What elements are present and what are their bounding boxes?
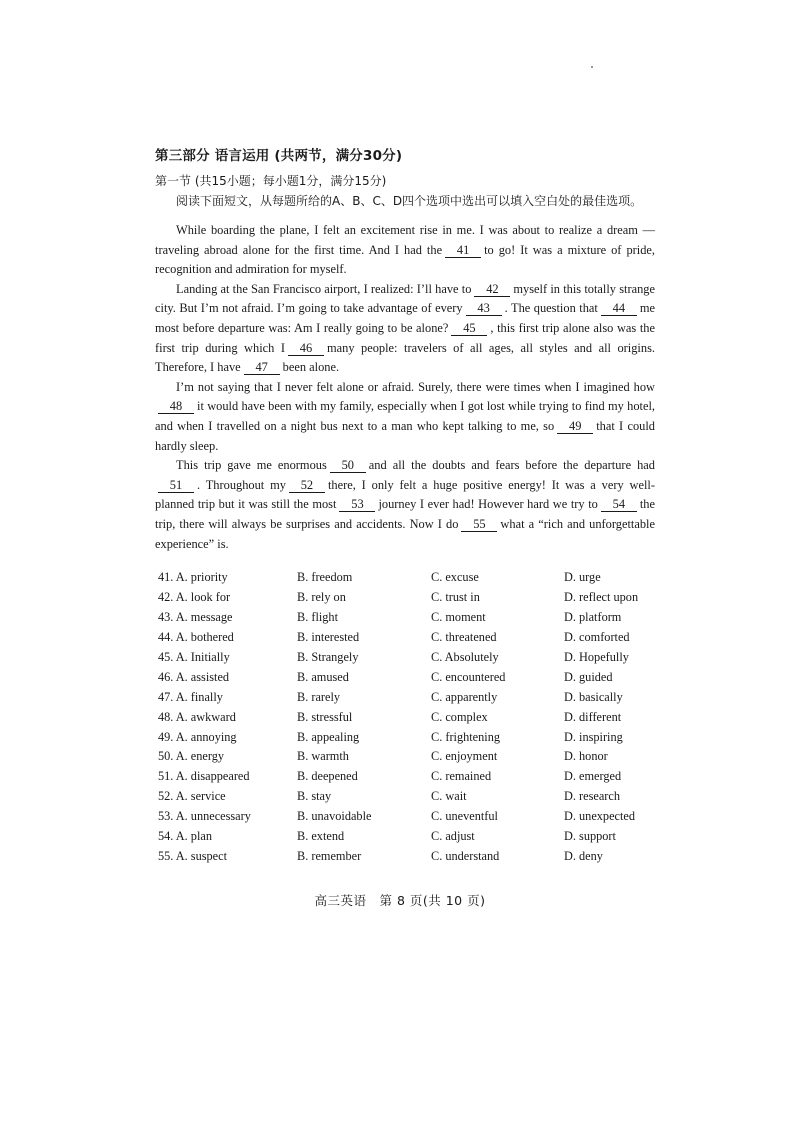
option-d: D. reflect upon <box>564 590 639 605</box>
option-a: 45. A. Initially <box>158 650 230 664</box>
option-d: D. deny <box>564 848 603 863</box>
option-c: C. trust in <box>431 590 480 605</box>
passage-text: journey I ever had! However hard we try to <box>378 497 598 512</box>
option-d: D. urge <box>564 570 601 585</box>
option-a: 43. A. message <box>158 610 233 625</box>
option-row-44 <box>158 628 678 648</box>
passage-text: that I could hardly sleep. <box>155 418 655 453</box>
passage-text: Landing at the San Francisco airport, I realized: I’ll have to <box>176 281 472 296</box>
section-title: 第一节 (共15小题；每小题1分，满分15分) <box>155 174 387 188</box>
option-a: 42. A. look for <box>158 590 231 605</box>
option-c: C. understand <box>431 848 500 863</box>
passage-text: there, I only felt a huge positive energy! It was a very well-planned trip but it was still the most <box>155 477 655 512</box>
passage-text: While boarding the plane, I felt an excitement rise in me. I was about to realize a dream — traveling abroad alone for the first time. And I had the <box>155 223 655 257</box>
option-a: 51. A. disappeared <box>158 769 250 784</box>
option-row-41 <box>158 568 678 588</box>
option-c: C. encountered <box>431 669 506 684</box>
option-b: B. stressful <box>297 709 353 724</box>
option-a: 49. A. annoying <box>158 729 237 744</box>
passage-text: me most before departure was: Am I really going to be alone? <box>155 301 656 335</box>
blank-49: 49 <box>557 419 593 434</box>
option-c: C. excuse <box>431 570 479 585</box>
option-c: C. adjust <box>431 829 475 844</box>
option-a: 55. A. suspect <box>158 848 227 863</box>
option-b: B. rely on <box>297 590 346 605</box>
blank-43: 43 <box>466 301 502 316</box>
option-row-52 <box>158 787 678 807</box>
option-c: C. moment <box>431 610 486 625</box>
option-b: B. amused <box>297 669 349 684</box>
option-row-55 <box>158 846 678 866</box>
blank-46: 46 <box>288 341 324 356</box>
passage-text: what a “rich and unforgettable experience” is. <box>155 516 655 551</box>
option-b: B. unavoidable <box>297 809 372 824</box>
option-d: D. Hopefully <box>564 650 629 664</box>
option-row-53 <box>158 807 678 827</box>
passage-text: it would have been with my family, especially when I got lost while trying to find my hotel, and when I travelled on a night bus next to a man who kept talking to me, so <box>155 399 655 433</box>
option-a: 44. A. bothered <box>158 630 234 645</box>
option-b: B. warmth <box>297 749 349 764</box>
passage-text: I’m not saying that I never felt alone or afraid. Surely, there were times when I imagined how <box>176 379 655 394</box>
passage-text: many people: travelers of all ages, all styles and all origins. Therefore, I have <box>155 340 655 375</box>
passage-paragraph-3 <box>155 378 655 456</box>
blank-54: 54 <box>601 497 637 512</box>
option-a: 54. A. plan <box>158 829 212 844</box>
passage-text: the trip, there will always be surprises and accidents. Now I do <box>155 497 655 531</box>
option-a: 46. A. assisted <box>158 669 230 684</box>
option-c: C. frightening <box>431 729 500 744</box>
option-b: B. Strangely <box>297 650 359 664</box>
option-d: D. different <box>564 709 622 724</box>
blank-50: 50 <box>330 458 366 473</box>
option-c: C. remained <box>431 769 492 784</box>
option-d: D. platform <box>564 610 622 625</box>
option-b: B. remember <box>297 848 362 863</box>
option-c: C. threatened <box>431 630 497 645</box>
blank-55: 55 <box>461 517 497 532</box>
option-row-42 <box>158 588 678 608</box>
option-a: 48. A. awkward <box>158 709 236 724</box>
option-row-47 <box>158 687 678 707</box>
passage-text: been alone. <box>282 360 340 375</box>
option-d: D. emerged <box>564 769 622 784</box>
option-b: B. interested <box>297 630 360 645</box>
option-d: D. honor <box>564 749 608 764</box>
blank-53: 53 <box>339 497 375 512</box>
option-c: C. complex <box>431 709 488 724</box>
option-c: C. wait <box>431 789 467 804</box>
option-row-54 <box>158 827 678 847</box>
cloze-section <box>155 144 655 554</box>
option-c: C. Absolutely <box>431 650 499 664</box>
answer-options-table <box>158 568 678 866</box>
option-b: B. appealing <box>297 729 360 744</box>
option-d: D. inspiring <box>564 729 623 744</box>
passage-paragraph-4 <box>155 456 655 554</box>
option-d: D. support <box>564 829 616 844</box>
blank-42: 42 <box>474 282 510 297</box>
blank-51: 51 <box>158 478 194 493</box>
option-b: B. deepened <box>297 769 358 784</box>
passage-text: , this first trip alone also was the first trip during which I <box>155 320 655 355</box>
blank-41: 41 <box>445 243 481 258</box>
passage-text: This trip gave me enormous <box>176 458 327 473</box>
blank-47: 47 <box>244 360 280 375</box>
option-d: D. research <box>564 789 620 804</box>
passage-text: myself in this totally strange city. But I’m not afraid. I’m going to take advantage of every <box>155 281 655 316</box>
blank-52: 52 <box>289 478 325 493</box>
option-a: 50. A. energy <box>158 749 225 764</box>
option-row-43 <box>158 608 678 628</box>
option-a: 52. A. service <box>158 789 226 804</box>
passage-text: . Throughout my <box>197 477 286 492</box>
option-c: C. uneventful <box>431 809 498 824</box>
option-row-51 <box>158 767 678 787</box>
page-footer: 高三英语 第 8 页(共 10 页) <box>314 893 486 908</box>
passage-text: . The question that <box>504 301 598 316</box>
option-row-49 <box>158 727 678 747</box>
option-row-45 <box>158 648 678 668</box>
option-d: D. unexpected <box>564 809 636 824</box>
option-a: 47. A. finally <box>158 689 223 704</box>
blank-44: 44 <box>601 301 637 316</box>
passage-text: and all the doubts and fears before the departure had <box>368 458 655 473</box>
option-row-48 <box>158 707 678 727</box>
option-row-46 <box>158 667 678 687</box>
passage-paragraph-1 <box>155 221 655 280</box>
option-b: B. extend <box>297 829 345 844</box>
option-c: C. enjoyment <box>431 749 498 764</box>
passage-paragraph-2 <box>155 280 655 378</box>
option-b: B. stay <box>297 789 332 804</box>
option-d: D. basically <box>564 689 623 704</box>
part-title: 第三部分 语言运用 (共两节，满分30分) <box>155 148 403 164</box>
option-b: B. freedom <box>297 570 353 585</box>
option-b: B. flight <box>297 610 338 625</box>
option-c: C. apparently <box>431 689 498 704</box>
blank-48: 48 <box>158 399 194 414</box>
option-a: 41. A. priority <box>158 570 228 585</box>
instruction: 阅读下面短文，从每题所给的A、B、C、D四个选项中选出可以填入空白处的最佳选项。 <box>176 194 643 208</box>
option-b: B. rarely <box>297 689 341 704</box>
option-row-50 <box>158 747 678 767</box>
option-a: 53. A. unnecessary <box>158 809 251 824</box>
option-d: D. comforted <box>564 630 630 645</box>
blank-45: 45 <box>451 321 487 336</box>
scan-speck <box>591 66 593 68</box>
passage-text: to go! It was a mixture of pride, recognition and admiration for myself. <box>155 242 655 277</box>
option-d: D. guided <box>564 669 613 684</box>
